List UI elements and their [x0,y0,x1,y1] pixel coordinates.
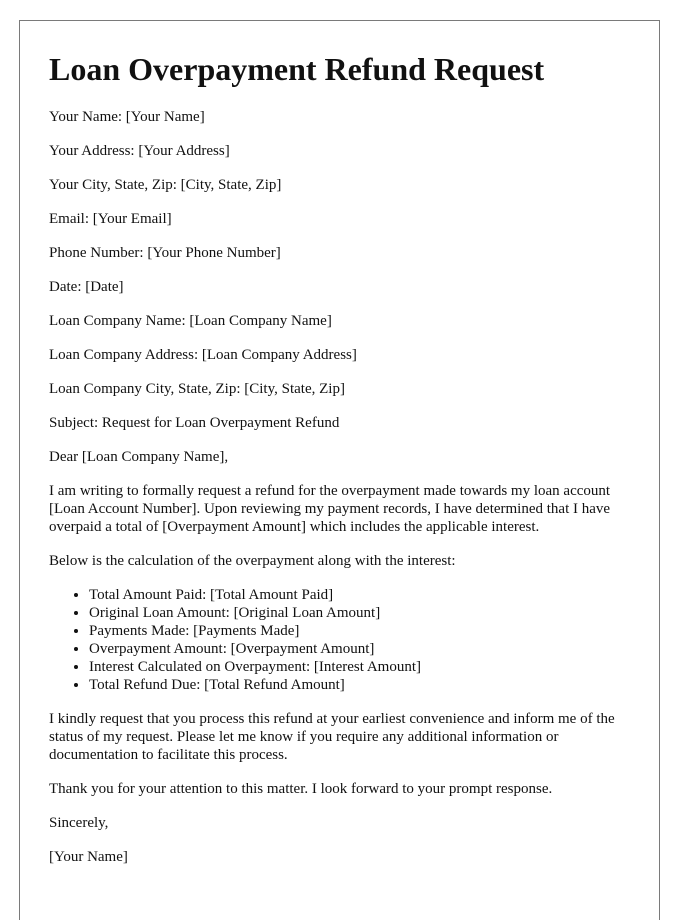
sender-address: Your Address: [Your Address] [49,143,230,159]
letter-subject: Subject: Request for Loan Overpayment Refund [49,415,340,431]
sender-name: Your Name: [Your Name] [49,109,205,125]
sender-phone: Phone Number: [Your Phone Number] [49,245,281,261]
sender-email: Email: [Your Email] [49,211,172,227]
recipient-company-address: Loan Company Address: [Loan Company Address] [49,347,357,363]
recipient-city-state-zip: Loan Company City, State, Zip: [City, State, Zip] [49,381,345,397]
letter-date: Date: [Date] [49,279,124,295]
calculation-item-total-paid: • Total Amount Paid: [Total Amount Paid] [89,586,641,604]
letter-signature: [Your Name] [49,849,128,865]
letter-content [49,49,641,882]
calculation-item-interest: • Interest Calculated on Overpayment: [Interest Amount] [89,658,641,676]
calculation-item-total-refund: • Total Refund Due: [Total Refund Amount] [89,676,641,694]
letter-salutation: Dear [Loan Company Name], [49,449,229,465]
letter-closing: Sincerely, [49,815,109,831]
body-paragraph-calculation-intro: Below is the calculation of the overpayment along with the interest: [49,553,456,569]
recipient-company-name: Loan Company Name: [Loan Company Name] [49,313,332,329]
calculation-item-payments-made: • Payments Made: [Payments Made] [89,622,641,640]
body-paragraph-thanks: Thank you for your attention to this matter. I look forward to your prompt response. [49,781,553,797]
calculation-list [49,586,641,694]
body-paragraph-intro: I am writing to formally request a refund for the overpayment made towards my loan account [Loan Account Number]. Upon reviewing my payment records, I have determined that I have overpaid a total of [Overpayment Amount] which includes the applicable interest. [49,483,611,535]
body-paragraph-request: I kindly request that you process this refund at your earliest convenience and inform me of the status of my request. Please let me know if you require any additional information or documentation to facilitate this process. [49,711,615,763]
calculation-item-original-loan: • Original Loan Amount: [Original Loan Amount] [89,604,641,622]
sender-city-state-zip: Your City, State, Zip: [City, State, Zip] [49,177,282,193]
letter-title: Loan Overpayment Refund Request [49,51,545,87]
calculation-item-overpayment: • Overpayment Amount: [Overpayment Amount] [89,640,641,658]
letter-page [19,20,660,920]
